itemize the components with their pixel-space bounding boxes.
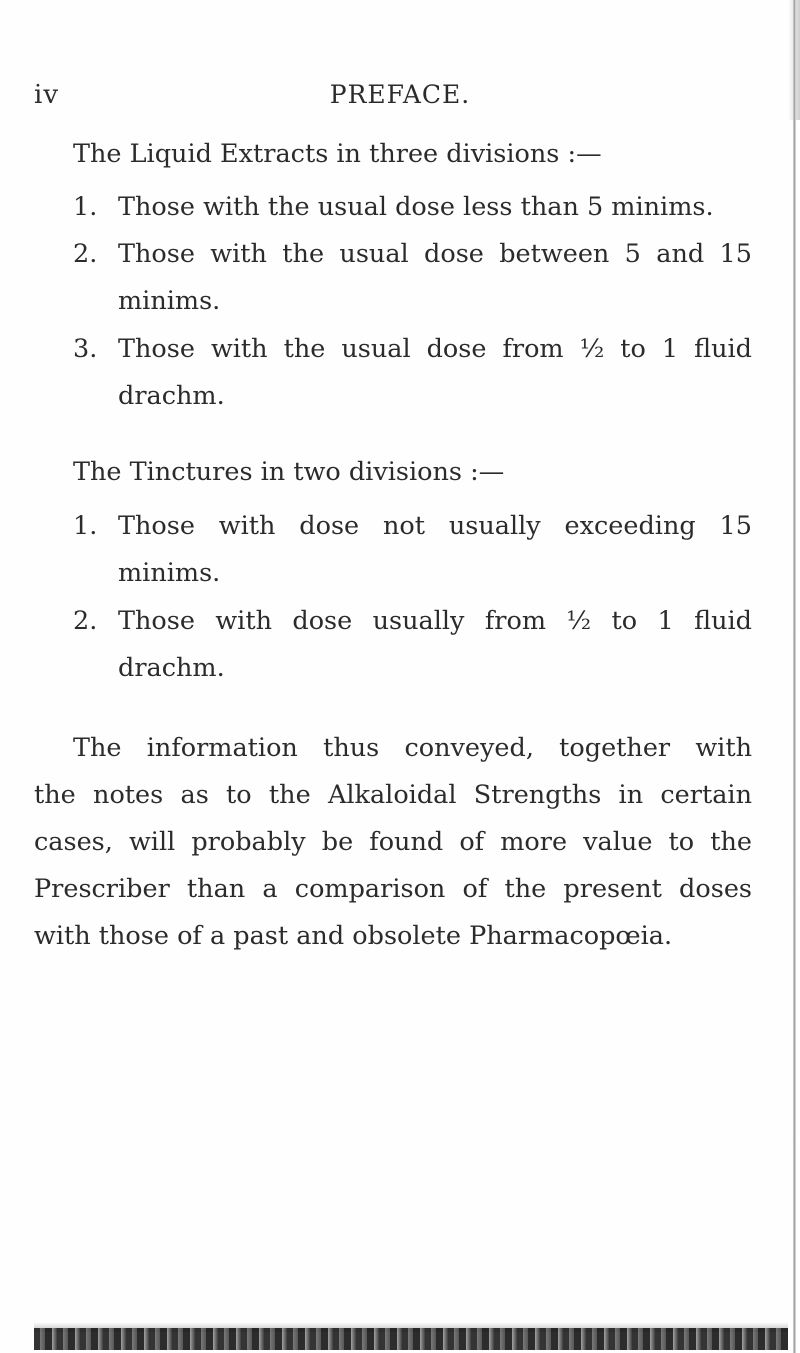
list-item-text: Those with the usual dose between 5 and 15 bbox=[118, 239, 752, 269]
list-item-text-continued: drachm. bbox=[118, 381, 225, 411]
list-item-text: Those with dose not usually exceeding 15 bbox=[118, 511, 752, 541]
list-item-text-continued: minims. bbox=[118, 286, 221, 316]
paragraph-line: Prescriber than a comparison of the present doses bbox=[34, 874, 752, 904]
list-item-text: Those with the usual dose from ½ to 1 fluid bbox=[118, 334, 752, 364]
list-number: 1. bbox=[73, 192, 98, 222]
paragraph-line: cases, will probably be found of more value to the bbox=[34, 827, 752, 857]
page-number: iv bbox=[34, 80, 60, 110]
list-item-text: Those with the usual dose less than 5 minims. bbox=[118, 192, 714, 222]
list-number: 2. bbox=[73, 239, 98, 269]
running-head: PREFACE. bbox=[329, 80, 471, 109]
list-item-text: Those with dose usually from ½ to 1 fluid bbox=[118, 606, 752, 636]
page-bottom-edge bbox=[34, 1328, 788, 1350]
paragraph-line: the notes as to the Alkaloidal Strengths in certain bbox=[34, 780, 752, 810]
paragraph-line: The information thus conveyed, together with bbox=[73, 733, 752, 763]
list-number: 1. bbox=[73, 511, 98, 541]
section-heading-liquid-extracts: The Liquid Extracts in three divisions :— bbox=[73, 139, 602, 169]
list-number: 2. bbox=[73, 606, 98, 636]
list-item-text-continued: drachm. bbox=[118, 653, 225, 683]
list-item-line bbox=[118, 192, 752, 222]
section-heading-tinctures: The Tinctures in two divisions :— bbox=[73, 457, 505, 487]
paragraph-line: with those of a past and obsolete Pharmacopœia. bbox=[34, 921, 673, 951]
page-edge-line bbox=[793, 0, 796, 1353]
list-number: 3. bbox=[73, 334, 98, 364]
list-item-text-continued: minims. bbox=[118, 558, 221, 588]
